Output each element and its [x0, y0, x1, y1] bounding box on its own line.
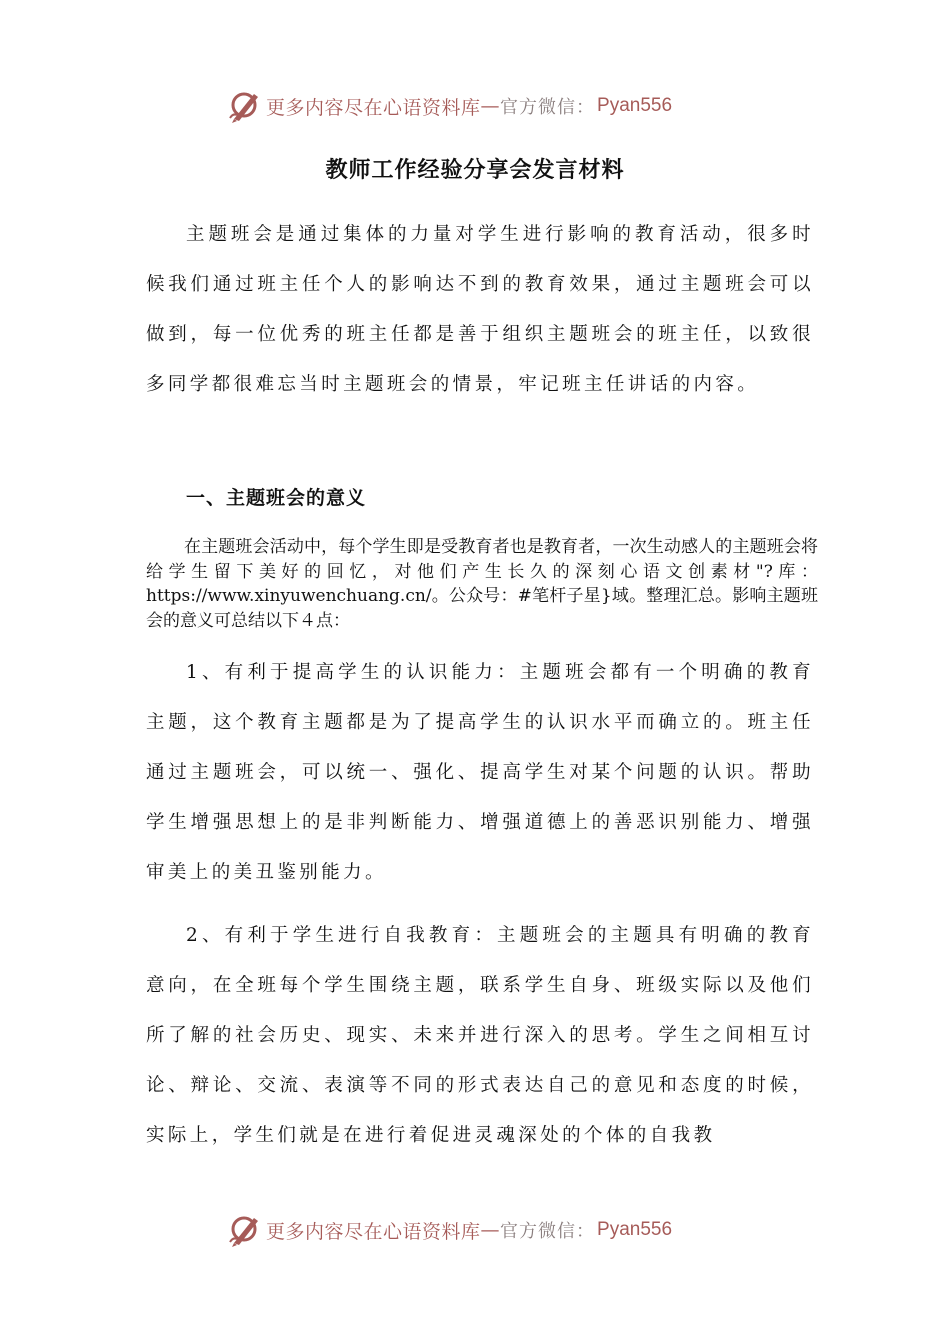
banner-contact-id: Pyan556 — [597, 1219, 673, 1240]
pen-logo-icon — [228, 1212, 264, 1248]
section-1-intro-paragraph: 在主题班会活动中，每个学生即是受教育者也是教育者，一次生动感人的主题班会将给学生留下美好的回忆，对他们产生长久的深刻心语文创素材"?库：https://www.xinyuwenchuang.cn/。公众号：#笔杆子星}域。整理汇总。影响主题班会的意义可总结以下４点： — [146, 537, 818, 631]
banner-separator: — — [480, 95, 501, 117]
banner-brand: 更多内容尽在心语资料库 — [266, 1220, 481, 1243]
section-1-heading: 一、主题班会的意义 — [186, 487, 367, 509]
intro-paragraph: 主题班会是通过集体的力量对学生进行影响的教育活动，很多时候我们通过班主任个人的影响达不到的教育效果，通过主题班会可以做到，每一位优秀的班主任都是善于组织主题班会的班主任，以致很多同学都很难忘当时主题班会的情景，牢记班主任讲话的内容。 — [146, 224, 814, 395]
point-1-paragraph: 1、有利于提高学生的认识能力：主题班会都有一个明确的教育主题，这个教育主题都是为了提高学生的认识水平而确立的。班主任通过主题班会，可以统一、强化、提高学生对某个问题的认识。帮助学生增强思想上的是非判断能力、增强道德上的善恶识别能力、增强审美上的美丑鉴别能力。 — [146, 662, 814, 883]
banner-contact-label: 官方微信： — [500, 1221, 596, 1242]
banner-brand: 更多内容尽在心语资料库 — [266, 96, 481, 119]
footer-watermark-banner — [228, 1210, 672, 1250]
banner-contact-id: Pyan556 — [597, 95, 673, 116]
document-title: 教师工作经验分享会发言材料 — [325, 157, 625, 183]
pen-logo-icon — [228, 88, 264, 124]
banner-contact-label: 官方微信： — [500, 97, 596, 118]
banner-separator: — — [480, 1219, 501, 1241]
point-2-paragraph: 2、有利于学生进行自我教育：主题班会的主题具有明确的教育意向，在全班每个学生围绕主题，联系学生自身、班级实际以及他们所了解的社会历史、现实、未来并进行深入的思考。学生之间相互讨论、辩论、交流、表演等不同的形式表达自己的意见和态度的时候，实际上，学生们就是在进行着促进灵魂深处的个体的自我教 — [146, 925, 814, 1146]
header-watermark-banner — [228, 86, 672, 126]
